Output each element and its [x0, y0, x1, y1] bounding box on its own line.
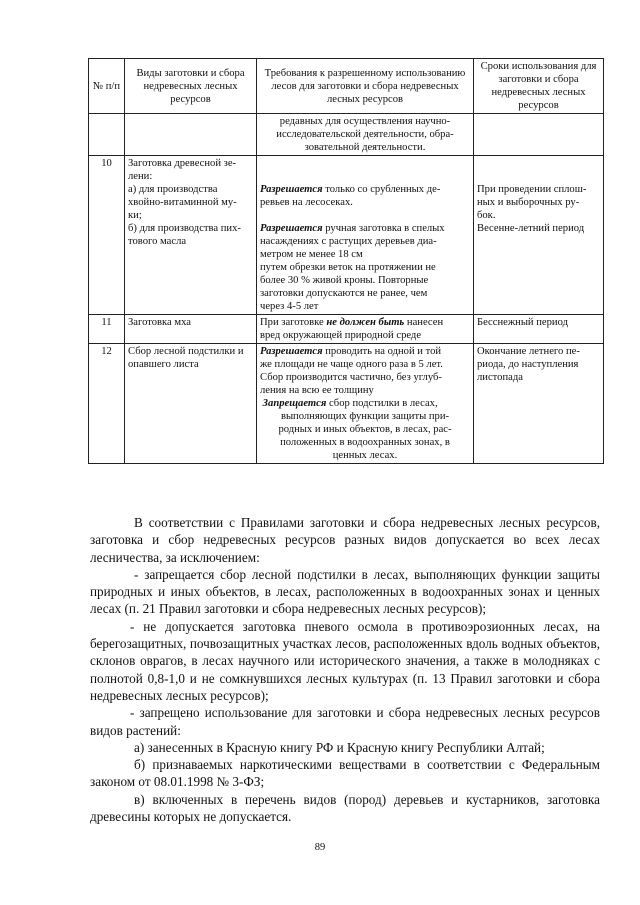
row-number: 12	[89, 344, 125, 464]
row-requirements: Разрешается проводить на одной и той же площади не чаще одного раза в 5 лет. Сбор производится частично, без углуб- ления на всю ее толщину Запрещается сбор подстилки в лесах, выполняющих функции защиты при- родных и иных объектов, в лесах, рас- положенных в водоохранных зонах, в ценных лесах.	[257, 344, 474, 464]
table-row	[89, 315, 604, 344]
header-number: № п/п	[89, 59, 125, 114]
paragraph: - запрещено использование для заготовки и сбора недревесных лесных ресурсов видов растений:	[90, 705, 600, 738]
row-terms: Бесснежный период	[474, 315, 604, 344]
row-terms: При проведении сплош- ных и выборочных ру- бок. Весенне-летний период	[474, 156, 604, 315]
table-header-row	[89, 59, 604, 114]
header-kind: Виды заготовки и сбора недревесных лесных ресурсов	[125, 59, 257, 114]
table-row-continuation	[89, 114, 604, 156]
row-requirements: При заготовке не должен быть нанесен вред окружающей природной среде	[257, 315, 474, 344]
table-row	[89, 344, 604, 464]
row-kind: Заготовка мха	[125, 315, 257, 344]
body-text	[90, 514, 600, 825]
row-terms: Окончание летнего пе- риода, до наступления листопада	[474, 344, 604, 464]
continuation-cell: редавных для осуществления научно- исследовательской деятельности, обра- зовательной деятельности.	[257, 114, 474, 156]
paragraph: В соответствии с Правилами заготовки и сбора недревесных лесных ресурсов, заготовка и сбор недревесных ресурсов разных видов допускается во всех лесах лесничества, за исключением:	[90, 515, 600, 565]
resources-table	[88, 58, 604, 464]
header-terms: Сроки использования для заготовки и сбора недревесных лесных ресурсов	[474, 59, 604, 114]
row-number: 10	[89, 156, 125, 315]
row-number: 11	[89, 315, 125, 344]
paragraph: - запрещается сбор лесной подстилки в лесах, выполняющих функции защиты природных и иных объектов, в лесах, расположенных в водоохранных зонах и ценных лесах (п. 21 Правил заготовки и сбора недревесных лесных ресурсов);	[90, 566, 600, 617]
row-kind: Сбор лесной подстилки и опавшего листа	[125, 344, 257, 464]
page-number: 89	[314, 842, 326, 853]
row-kind: Заготовка древесной зе- лени: а) для производства хвойно-витаминной му- ки; б) для производства пих- тового масла	[125, 156, 257, 315]
table-row	[89, 156, 604, 315]
paragraph: а) занесенных в Красную книгу РФ и Красную книгу Республики Алтай;	[134, 739, 545, 755]
header-requirements: Требования к разрешенному использованию лесов для заготовки и сбора недревесных лесных ресурсов	[257, 59, 474, 114]
paragraph: б) признаваемых наркотическими веществами в соответствии с Федеральным законом от 08.01.1998 № 3-ФЗ;	[90, 757, 600, 790]
row-requirements: Разрешается только со срубленных де- ревьев на лесосеках. Разрешается ручная заготовка в спелых насаждениях с растущих деревьев диа- метром не менее 18 см путем обрезки веток на протяжении не более 30 % живой кроны. Повторные заготовки допускаются не ранее, чем через 4-5 лет	[257, 156, 474, 315]
paragraph: - не допускается заготовка пневого осмола в противоэрозионных лесах, на берегозащитных, почвозащитных участках лесов, расположенных вдоль водных объектов, склонов оврагов, в лесах научного или исторического значения, а также в молодняках с полнотой 0,8-1,0 и не сомкнувшихся лесных культурах (п. 13 Правил заготовки и сбора недревесных лесных ресурсов);	[90, 618, 600, 703]
paragraph: в) включенных в перечень видов (пород) деревьев и кустарников, заготовка древесины которых не допускается.	[90, 791, 600, 825]
